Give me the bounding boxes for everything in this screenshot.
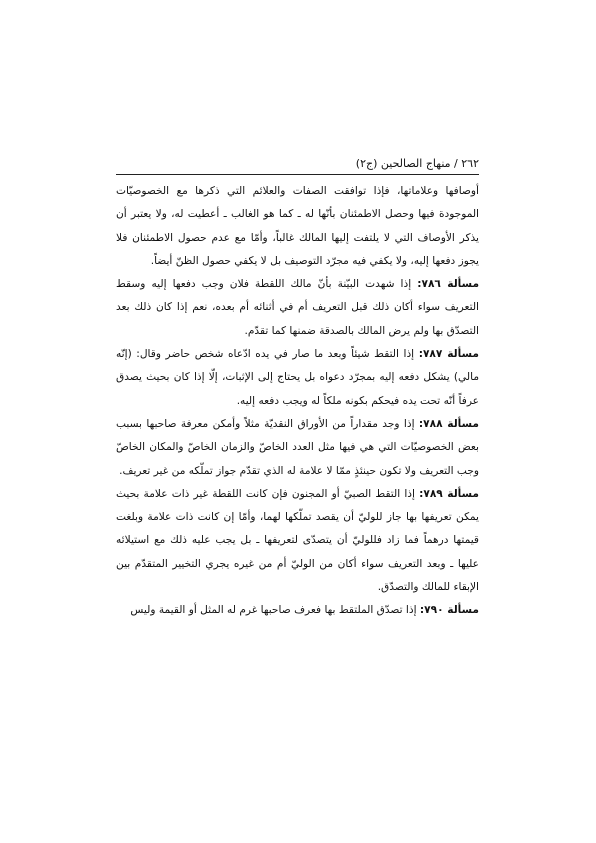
paragraph	[116, 180, 479, 273]
issue-label: مسألة ٧٩٠:	[419, 604, 479, 617]
issue-text: إذا شهدت البيّنة بأنّ مالك اللقطة فلان وجب دفعها إليه وسقط التعريف سواء أكان ذلك قبل التعريف أم في أثنائه أم بعده، نعم إذا كان ذلك بعد التصدّق بها ولم يرض المالك بالصدقة ضمنها كما تقدّم.	[116, 278, 479, 337]
running-header	[116, 154, 479, 174]
issue-label: مسألة ٧٨٦:	[417, 278, 479, 291]
page-body	[116, 180, 479, 623]
issue-text: إذا تصدّق الملتقط بها فعرف صاحبها غرم له المثل أو القيمة وليس	[130, 604, 417, 617]
issue-text: إذا وجد مقداراً من الأوراق النقديّة مثلاً وأمكن معرفة صاحبها بسبب بعض الخصوصيّات التي هي فيها مثل العدد الخاصّ والزمان الخاصّ والمكان الخاصّ وجب التعريف ولا تكون حينئذٍ ممّا لا علامة له الذي تقدّم جواز تملّكه من غير تعريف.	[116, 417, 479, 477]
issue-label: مسألة ٧٨٧:	[418, 348, 479, 361]
issue-paragraph	[116, 343, 479, 413]
issue-paragraph	[116, 413, 479, 483]
issue-text: إذا التقط شيئاً وبعد ما صار في يده ادّعاه شخص حاضر وقال: (إنّه مالي) يشكل دفعه إليه بمجرّد دعواه بل يحتاج إلى الإثبات، إلّا إذا كان بحيث يصدق عرفاً أنّه تحت يده فيحكم بكونه ملكاً له ويجب دفعه إليه.	[116, 348, 479, 407]
header-separator: /	[454, 157, 458, 170]
issue-paragraph	[116, 599, 479, 622]
paragraph-text: أوصافها وعلاماتها، فإذا توافقت الصفات والعلائم التي ذكرها مع الخصوصيّات الموجودة فيها وحصل الاطمئنان بأنّها له ـ كما هو الغالب ـ أعطيت له، ولا يعتبر أن يذكر الأوصاف التي لا يلتفت إليها المالك غالباً، وأمّا مع عدم حصول الاطمئنان فلا يجوز دفعها إليه، ولا يكفي فيه مجرّد التوصيف بل لا يكفي حصول الظنّ أيضاً.	[116, 185, 479, 267]
page-number: ٢٦٢	[461, 157, 479, 170]
issue-text: إذا التقط الصبيّ أو المجنون فإن كانت اللقطة غير ذات علامة بحيث يمكن تعريفها بها جاز للوليّ أن يقصد تملّكها لهما، وأمّا إن كانت ذات علامة وبلغت قيمتها درهماً فما زاد فللوليّ أن يتصدّى لتعريفها ـ بل يجب عليه ذلك مع استيلائه عليها ـ وبعد التعريف سواء أكان من الوليّ أم من غيره يجري التخيير المتقدّم بين الإبقاء للمالك والتصدّق.	[116, 487, 479, 594]
book-title: منهاج الصالحين (ج٢)	[355, 157, 451, 170]
issue-label: مسألة ٧٨٨:	[418, 417, 479, 430]
issue-paragraph	[116, 273, 479, 343]
header-rule	[116, 174, 479, 175]
issue-label: مسألة ٧٨٩:	[419, 487, 479, 500]
issue-paragraph	[116, 483, 479, 599]
